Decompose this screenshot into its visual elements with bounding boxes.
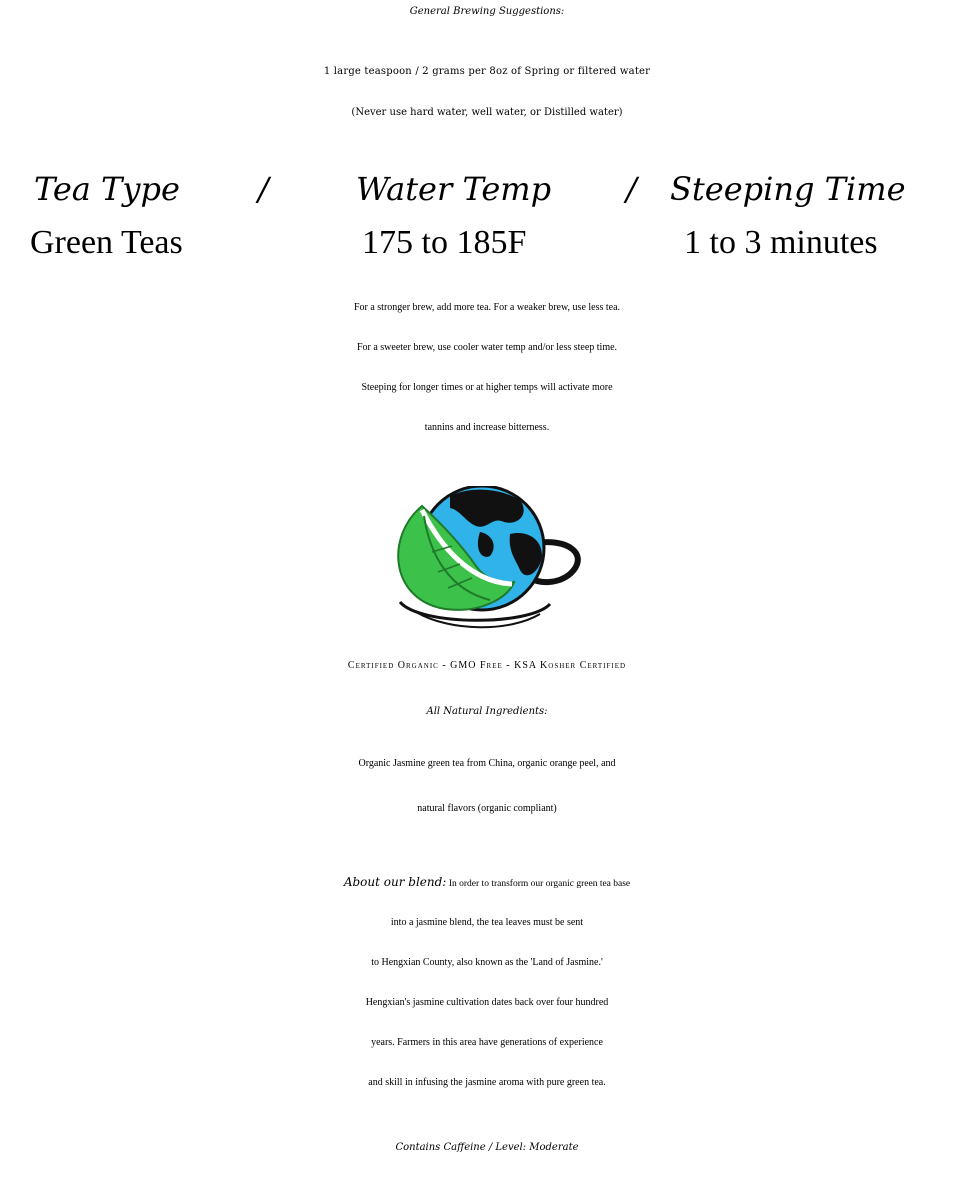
ingredients-line-1: Organic Jasmine green tea from China, organic orange peel, and — [358, 758, 616, 769]
ingredients-line-2: natural flavors (organic compliant) — [417, 803, 557, 814]
about-text-1: In order to transform our organic green tea base — [448, 879, 631, 889]
about-line-6: and skill in infusing the jasmine aroma with pure green tea. — [368, 1077, 606, 1088]
header-steeping-time: Steeping Time — [670, 170, 906, 208]
brewing-amount-line: 1 large teaspoon / 2 grams per 8oz of Spring or filtered water — [323, 66, 651, 77]
tip-line-4: tannins and increase bitterness. — [424, 422, 550, 433]
about-label: About our blend: — [343, 875, 447, 889]
row-water-temp: 175 to 185F — [362, 224, 527, 261]
about-line-2: into a jasmine blend, the tea leaves must be sent — [390, 917, 584, 928]
tip-line-1: For a stronger brew, add more tea. For a weaker brew, use less tea. — [353, 302, 621, 313]
about-line-4: Hengxian's jasmine cultivation dates back over four hundred — [365, 997, 609, 1008]
caffeine-level: Contains Caffeine / Level: Moderate — [395, 1142, 579, 1153]
row-tea-type: Green Teas — [30, 224, 183, 261]
water-warning-line: (Never use hard water, well water, or Distilled water) — [351, 107, 623, 118]
header-separator-1: / — [258, 170, 269, 208]
row-steeping-time: 1 to 3 minutes — [684, 224, 878, 261]
about-line-5: years. Farmers in this area have generations of experience — [371, 1037, 603, 1048]
ingredients-title: All Natural Ingredients: — [426, 706, 548, 717]
header-water-temp: Water Temp — [356, 170, 552, 208]
header-separator-2: / — [626, 170, 637, 208]
header-tea-type: Tea Type — [34, 170, 180, 208]
about-line-1 — [0, 875, 974, 889]
certifications-line: Certified Organic - GMO Free - KSA Kosher Certified — [347, 660, 627, 671]
tip-line-3: Steeping for longer times or at higher temps will activate more — [361, 382, 613, 393]
brewing-title: General Brewing Suggestions: — [409, 6, 565, 17]
tip-line-2: For a sweeter brew, use cooler water temp and/or less steep time. — [356, 342, 618, 353]
about-line-3: to Hengxian County, also known as the 'Land of Jasmine.' — [371, 957, 603, 968]
globe-leaf-teacup-icon — [380, 486, 596, 636]
